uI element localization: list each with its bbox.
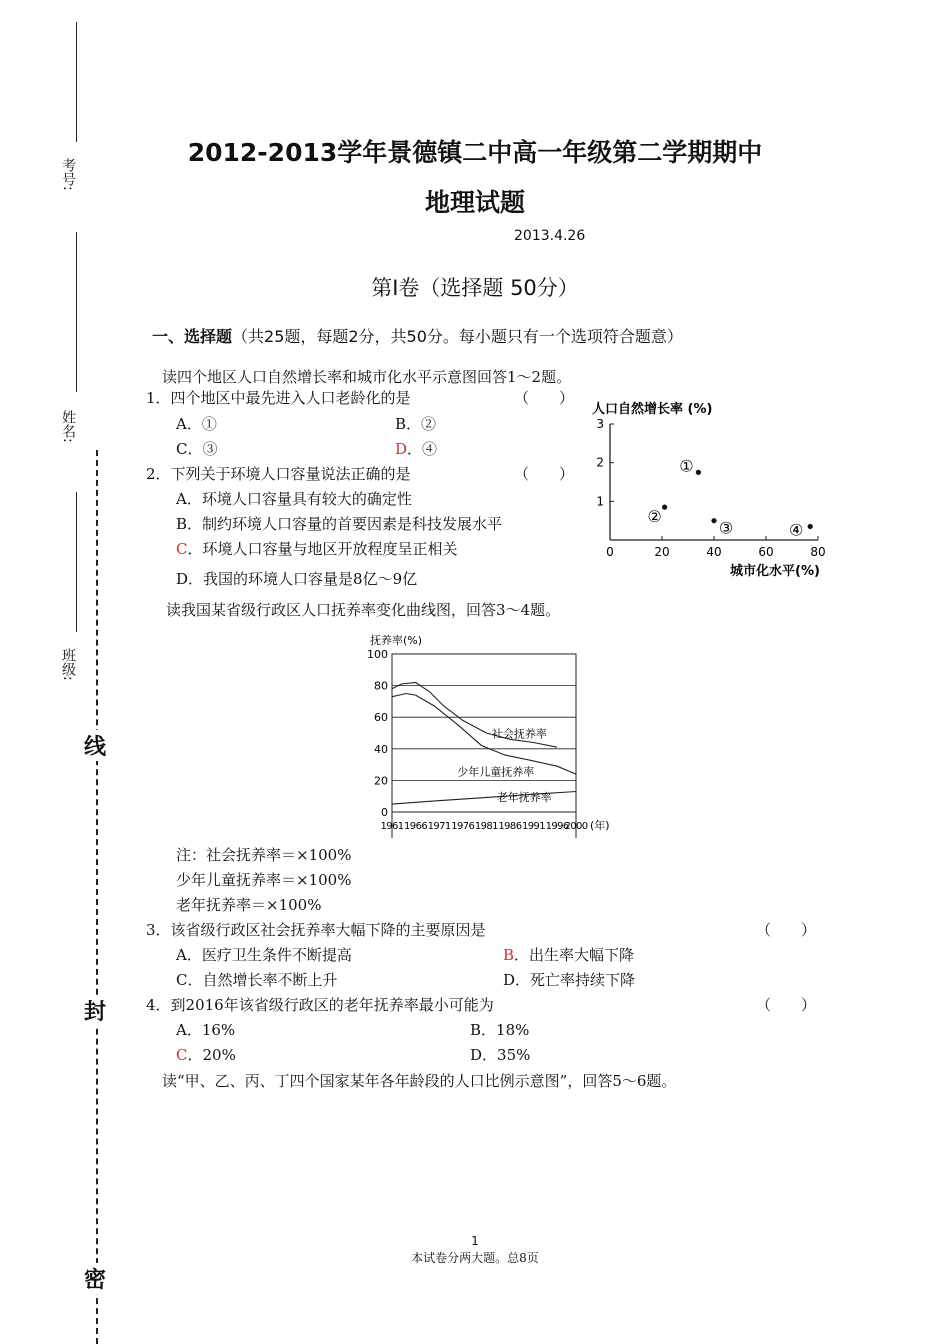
q4-option-a: A．16% (176, 1021, 236, 1039)
q4-option-b: B．18% (470, 1021, 530, 1039)
q2-option-c-text: ．环境人口容量与地区开放程度呈正相关 (187, 540, 458, 558)
line-xunit: (年) (590, 819, 610, 832)
intro-1: 读四个地区人口自然增长率和城市化水平示意图回答1～2题。 (162, 368, 572, 386)
scatter-xlabel: 城市化水平(%) (730, 564, 820, 579)
line-series-label: 社会抚养率 (491, 727, 547, 741)
scatter-xtick-label: 80 (810, 545, 826, 559)
part-title: 一、选择题 (152, 327, 233, 346)
scatter-ytick-label: 2 (596, 455, 604, 470)
line-series-label: 少年儿童抚养率 (457, 765, 535, 779)
q1-option-b: B．② (395, 415, 437, 433)
scatter-point (662, 505, 667, 510)
exam-no-label: 考号: (60, 158, 76, 191)
line-xtick-label: 2000 (564, 821, 588, 832)
line-xtick-label: 1961 (380, 821, 404, 832)
part-desc: （共25题，每题2分，共50分。每小题只有一个选项符合题意） (232, 327, 683, 346)
intro-3: 读“甲、乙、丙、丁四个国家某年各年龄段的人口比例示意图”，回答5～6题。 (162, 1072, 677, 1090)
line-ytick-label: 100 (367, 648, 388, 661)
line-xtick-label: 1996 (545, 821, 569, 832)
q3-option-c: C．自然增长率不断上升 (176, 971, 338, 989)
line-series-label: 老年抚养率 (496, 790, 552, 804)
q3-stem: 3．该省级行政区社会抚养率大幅下降的主要原因是 (146, 921, 486, 939)
note-line-3: 老年抚养率＝×100% (176, 896, 322, 914)
seal-char-xian: 线 (84, 730, 106, 761)
line-xtick-label: 1966 (404, 821, 428, 832)
q1-option-c: C．③ (176, 440, 218, 458)
line-ylabel: 抚养率(%) (370, 634, 423, 647)
note-line-2: 少年儿童抚养率＝×100% (176, 871, 352, 889)
exam-date: 2013.4.26 (514, 228, 586, 244)
q4-option-d: D．35% (470, 1046, 531, 1064)
line-xtick-label: 1986 (498, 821, 522, 832)
q3-answer-letter: B (503, 946, 515, 964)
q2-answer-letter: C (176, 540, 188, 558)
q4-option-c (176, 1044, 236, 1065)
scatter-point (696, 470, 701, 475)
class-label: 班级: (60, 648, 76, 681)
scatter-point-label: ② (647, 507, 662, 527)
scatter-point-label: ③ (718, 518, 734, 538)
q1-answer-letter: D (395, 440, 408, 458)
q4-stem: 4．到2016年该省级行政区的老年抚养率最小可能为 (146, 996, 494, 1014)
title-line-1: 2012-2013学年景德镇二中高一年级第二学期期中 (187, 138, 763, 167)
scatter-ytick-label: 3 (596, 417, 604, 431)
q1-option-d-text: ．④ (407, 440, 438, 458)
q2-blank: （ ） (514, 465, 575, 483)
margin-line-2 (76, 232, 77, 392)
line-ytick-label: 80 (374, 679, 388, 693)
line-xtick-label: 1976 (451, 821, 475, 832)
q2-option-d: D．我国的环境人口容量是8亿～9亿 (176, 570, 418, 588)
name-label: 姓名: (60, 410, 76, 443)
scatter-ytick-label: 1 (596, 494, 604, 509)
q1-option-a: A．① (176, 415, 217, 433)
note-line-1: 注：社会抚养率＝×100% (176, 846, 352, 864)
q3-blank: （ ） (756, 921, 817, 939)
q4-answer-letter: C (176, 1046, 188, 1064)
scatter-xtick-label: 20 (654, 545, 670, 559)
scatter-point-label: ① (679, 456, 694, 476)
line-series-path (392, 694, 576, 775)
line-xtick-label: 1971 (427, 821, 451, 832)
scatter-xtick-label: 40 (706, 545, 722, 559)
q3-option-a: A．医疗卫生条件不断提高 (176, 946, 352, 964)
line-ytick-label: 40 (374, 742, 388, 756)
title-line-2: 地理试题 (424, 188, 525, 217)
scatter-point (808, 524, 813, 529)
margin-line-3 (76, 492, 77, 632)
q1-stem: 1．四个地区中最先进入人口老龄化的是 (146, 389, 411, 407)
q1-blank: （ ） (514, 389, 575, 407)
seal-dashed-line (96, 450, 98, 1344)
q2-option-a: A．环境人口容量具有较大的确定性 (176, 490, 412, 508)
q3-option-d: D．死亡率持续下降 (503, 971, 636, 989)
q3-option-b-text: ．出生率大幅下降 (514, 946, 635, 964)
q1-option-d (395, 438, 437, 459)
dependency-line-chart (360, 628, 620, 838)
margin-line-1 (76, 22, 77, 142)
line-xtick-label: 1981 (474, 821, 498, 832)
q3-option-b (503, 944, 634, 965)
seal-char-mi: 密 (84, 1263, 106, 1294)
line-ytick-label: 60 (374, 711, 388, 725)
line-xtick-label: 1991 (522, 821, 546, 832)
scatter-xtick-label: 60 (758, 545, 774, 559)
q2-stem: 2．下列关于环境人口容量说法正确的是 (146, 465, 411, 483)
intro-2: 读我国某省级行政区人口抚养率变化曲线图，回答3～4题。 (166, 601, 561, 619)
section-heading: 第Ⅰ卷（选择题 50分） (371, 276, 579, 300)
scatter-point-label: ④ (789, 520, 804, 540)
scatter-title: 人口自然增长率 (%) (592, 402, 713, 417)
line-ytick-label: 20 (374, 774, 388, 788)
part-line (152, 324, 683, 347)
footer-note: 本试卷分两大题。总8页 (411, 1251, 539, 1265)
scatter-point (711, 518, 716, 523)
q4-blank: （ ） (756, 996, 817, 1014)
page-number: 1 (471, 1234, 479, 1248)
q2-option-c (176, 538, 458, 559)
line-ytick-label: 0 (381, 806, 388, 819)
seal-char-feng: 封 (84, 995, 106, 1026)
scatter-xtick-label: 0 (606, 545, 614, 559)
q4-option-c-text: ．20% (187, 1046, 236, 1064)
q2-option-b: B．制约环境人口容量的首要因素是科技发展水平 (176, 515, 503, 533)
scatter-chart (580, 392, 850, 592)
